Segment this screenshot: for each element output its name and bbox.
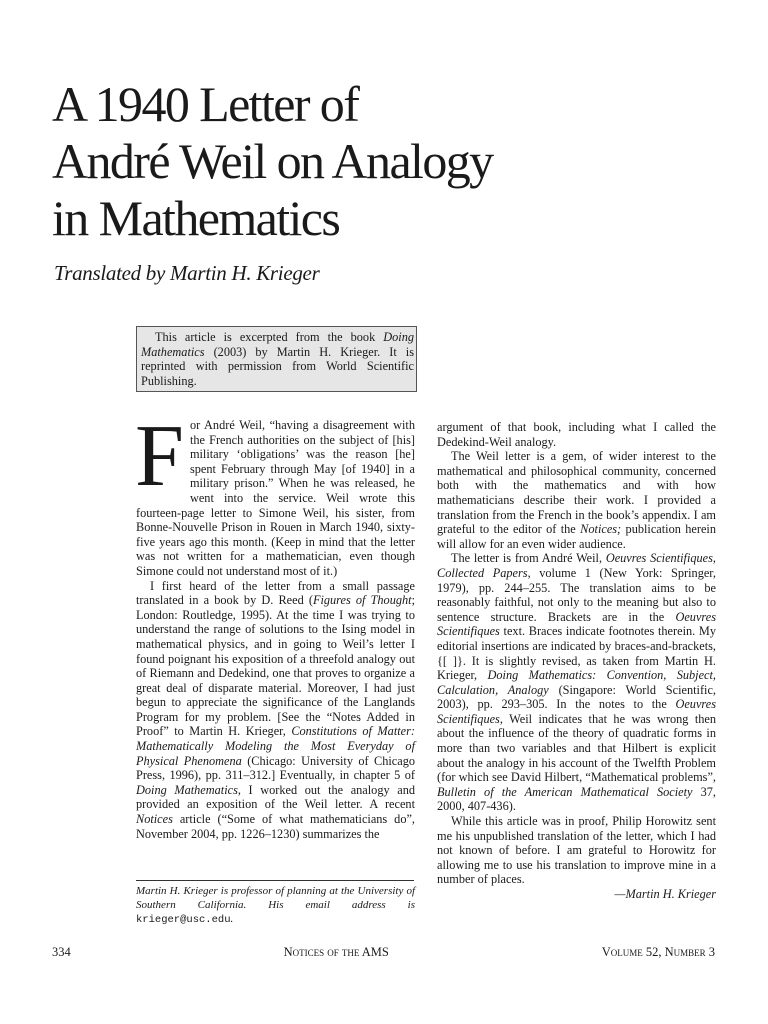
left-paragraph-2: I first heard of the letter from a small passage translated in a book by D. Reed (Figures of Thought; London: Routledge, 1995). At the time I was trying to understand the range of solutions to the Ising model in mathematical physics, and in going to Weil’s letter I found poignant his exposition of a threefold analogy out of Riemann and Dedekind, one that proves to organize a great deal of disparate material. Moreover, I had just begun to appreciate the significance of the Langlands Program for my problem. [See the “Notes Added in Proof” to Martin H. Krieger, Constitutions of Matter: Mathematically Modeling the Most Everyday of Physical Phenomena (Chicago: University of Chicago Press, 1996), pp. 311–312.] Eventually, in chapter 5 of Doing Mathematics, I worked out the analogy and provided an exposition of the Weil letter. A recent Notices article (“Some of what mathematicians do”, November 2004, pp. 1226–1230) summarizes the xyxy=(136,578,415,841)
title-line-2: André Weil on Analogy xyxy=(52,133,493,189)
footnote-divider xyxy=(136,880,414,881)
right-paragraph-4: While this article was in proof, Philip Horowitz sent me his unpublished translation of the letter, which I had not known of before. I am grateful to Horowitz for allowing me to use his translation to improve mine in a number of places. xyxy=(437,814,716,887)
right-column xyxy=(437,420,716,902)
drop-cap: F xyxy=(135,408,184,505)
left-paragraph-1: For André Weil, “having a disagreement with the French authorities on the subject of [his] military ‘obligations’ was the reason [he] spent February through May [of 1940] in a military prison.” When he was released, he went into the service. Weil wrote this fourteen-page letter to Simone Weil, his sister, from Bonne-Nouvelle Prison in Rouen in March 1940, sixty-five years ago this month. (Keep in mind that the letter was not written for a mathematician, even though Simone could not understand most of it.) xyxy=(135,408,415,578)
right-paragraph-3: The letter is from André Weil, Oeuvres Scientifiques, Collected Papers, volume 1 (New York: Springer, 1979), pp. 244–255. The translation aims to be reasonably faithful, not only to the meaning but also to sentence structure. Brackets are in the Oeuvres Scientifiques text. Braces indicate footnotes therein. My editorial insertions are indicated by braces-and-brackets, {[ ]}. It is slightly revised, as taken from Martin H. Krieger, Doing Mathematics: Convention, Subject, Calculation, Analogy (Singapore: World Scientific, 2003), pp. 293–305. In the notes to the Oeuvres Scientifiques, Weil indicates that he was wrong then about the influence of the theory of quadratic forms in more than two variables and that Hilbert is explicit about the analogy in his account of the Twelfth Problem (for which see David Hilbert, “Mathematical problems”, Bulletin of the American Mathematical Society 37, 2000, 407-436). xyxy=(437,551,716,814)
right-paragraph-2: The Weil letter is a gem, of wider interest to the mathematical and philosophical community, concerned both with the mathematics and with how mathematicians describe their work. I provided a translation from the French in the book’s appendix. I am grateful to the editor of the Notices; publication herein will allow for an even wider audience. xyxy=(437,449,717,551)
left-column xyxy=(135,408,415,841)
excerpt-note-box xyxy=(136,326,417,392)
right-paragraph-1: argument of that book, including what I called the Dedekind-Weil analogy. xyxy=(437,420,716,449)
author-footnote: Martin H. Krieger is professor of planning at the University of Southern California. His email address is krieger@usc.edu. xyxy=(136,885,415,926)
journal-name: Notices of the AMS xyxy=(283,945,389,959)
translator-byline: Translated by Martin H. Krieger xyxy=(54,261,320,285)
box-text-1: This article is excerpted from the book xyxy=(155,330,384,344)
title-line-1: A 1940 Letter of xyxy=(52,76,359,132)
author-email-link[interactable]: krieger@usc.edu xyxy=(136,914,231,926)
article-title xyxy=(52,76,732,247)
title-line-3: in Mathematics xyxy=(52,190,340,246)
box-text-2: (2003) by Martin H. Krieger. It is reprinted with permission from World Scientific Publishing. xyxy=(141,344,414,388)
page-number: 334 xyxy=(52,945,71,959)
signoff: —Martin H. Krieger xyxy=(614,887,716,901)
box-book-title: Doing Mathematics xyxy=(141,330,414,359)
page-footer xyxy=(52,945,715,960)
volume-number: Volume 52, Number 3 xyxy=(601,945,715,959)
